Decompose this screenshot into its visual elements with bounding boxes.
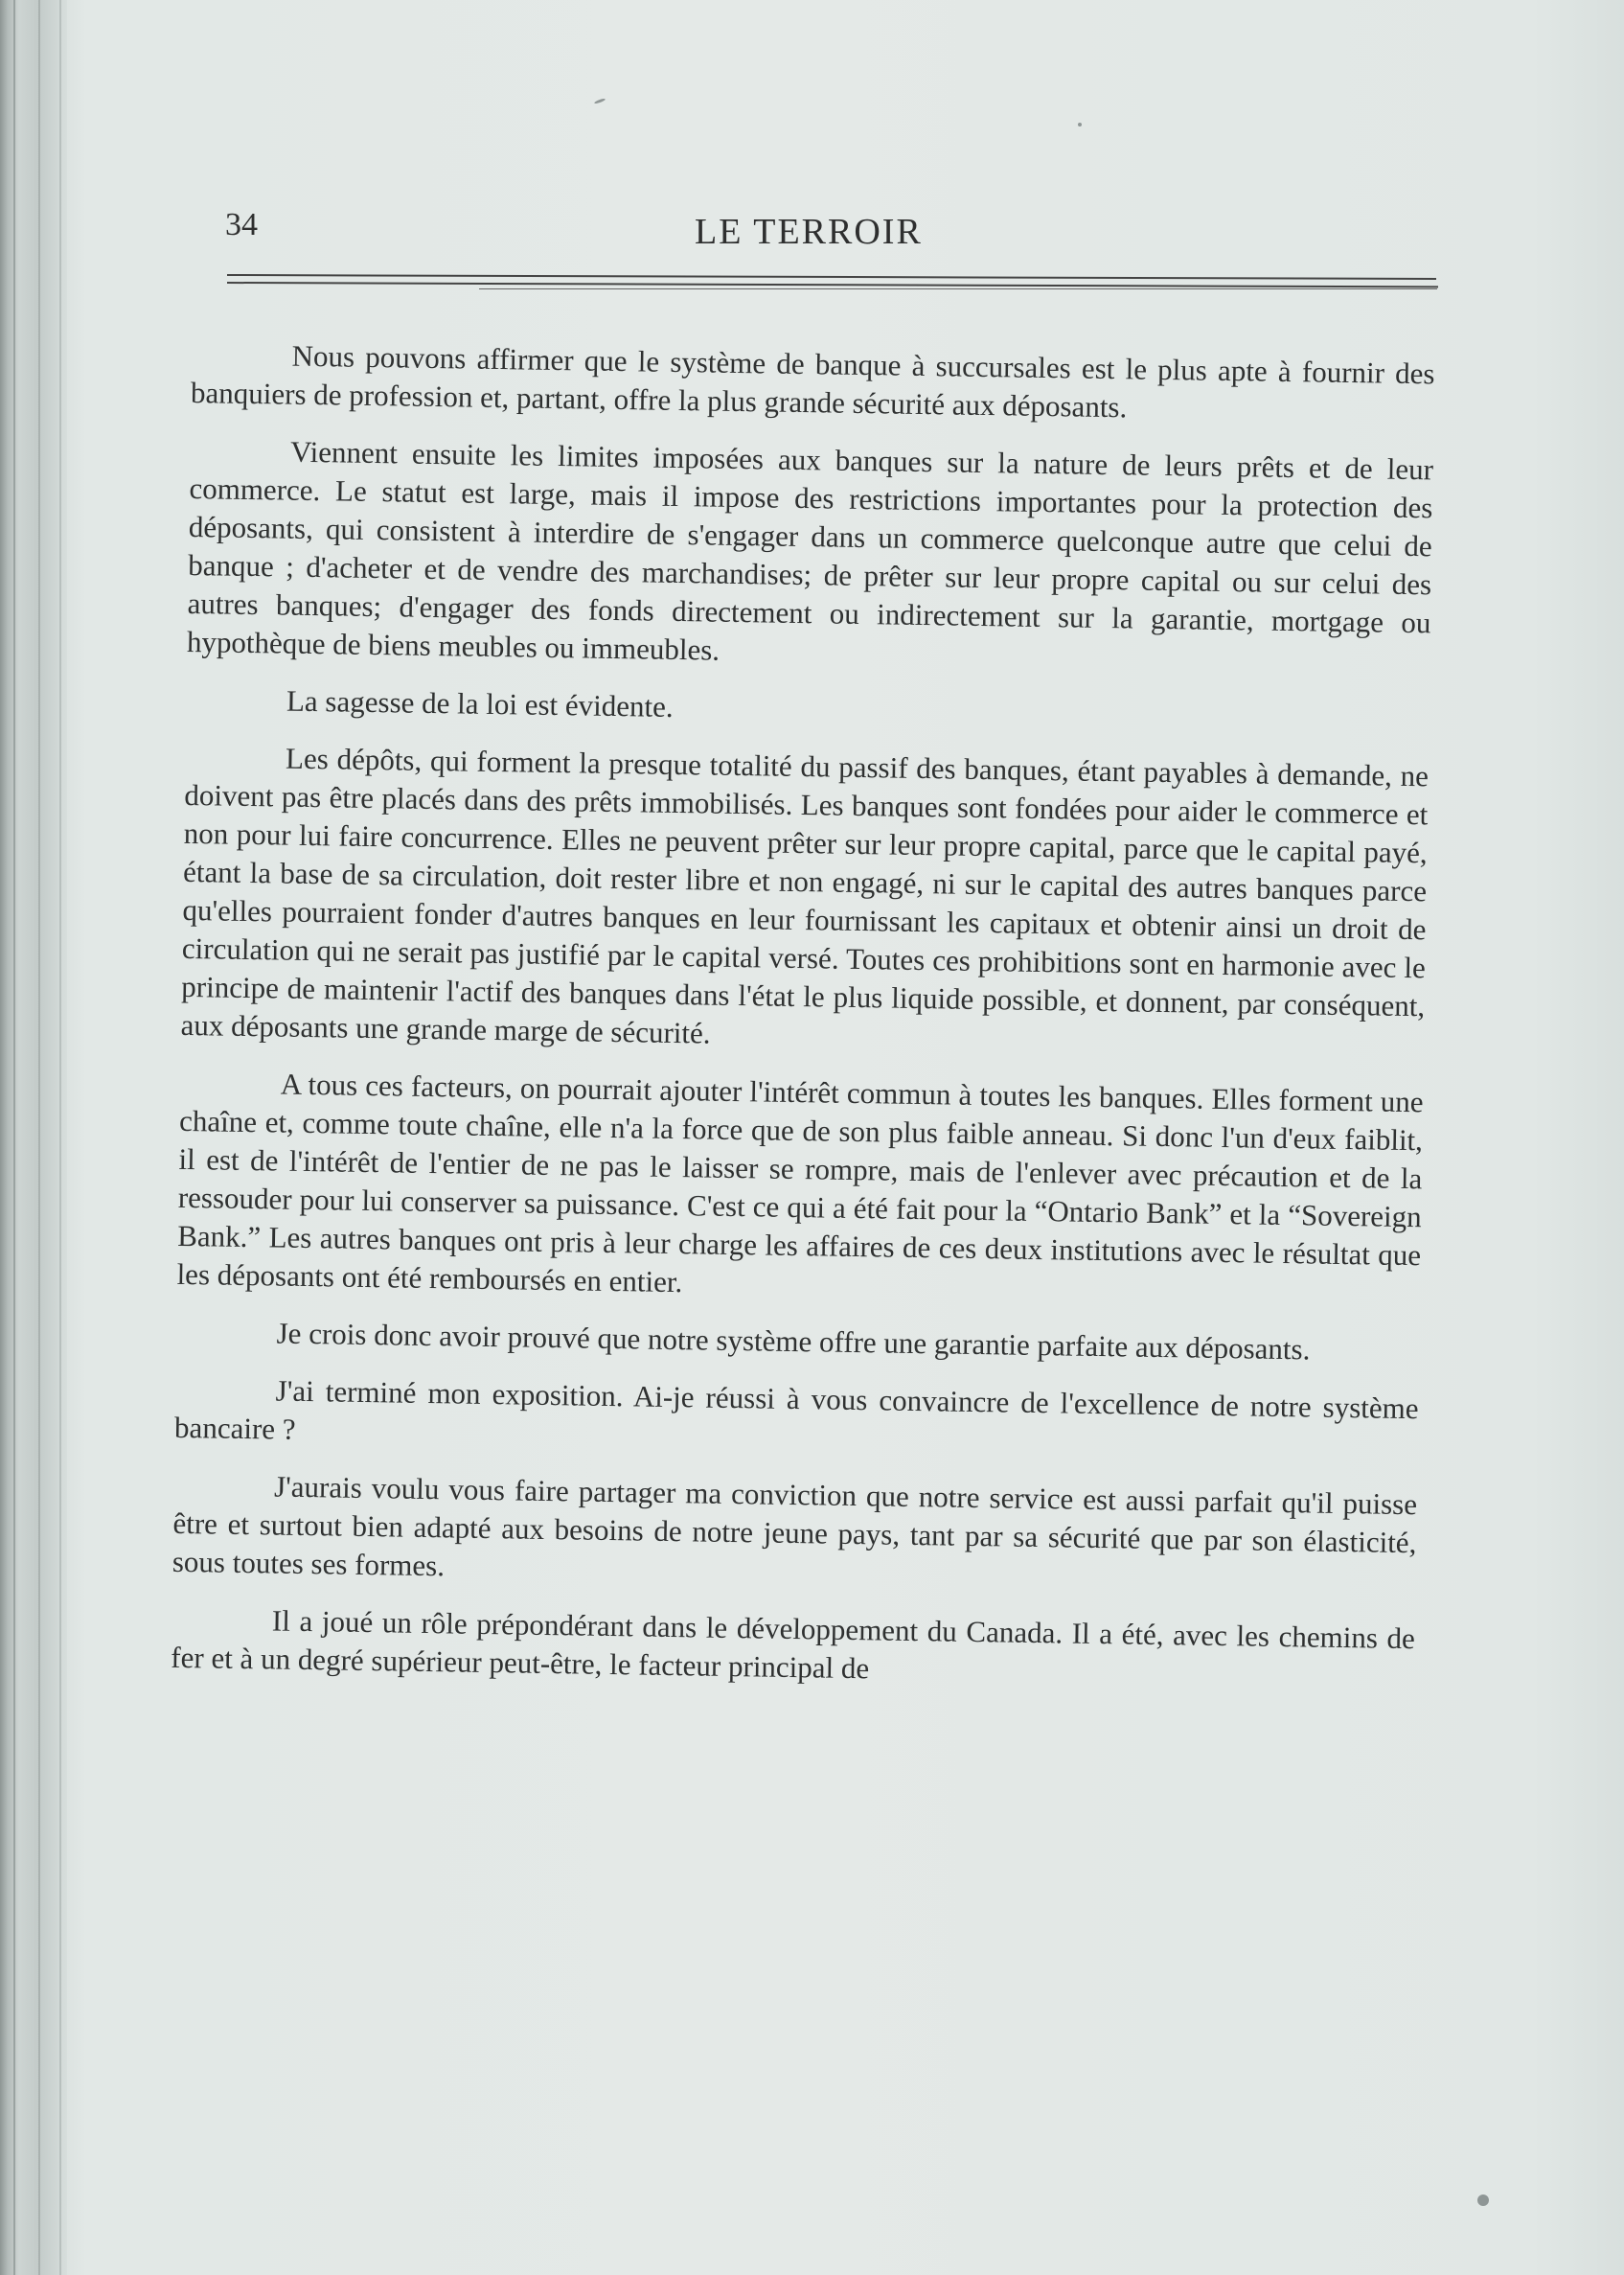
- paper-speck: [594, 98, 606, 104]
- paragraph: Il a joué un rôle prépondérant dans le développement du Canada. Il a été, avec les chemins de fer et à un degré supérieur peut-être, le facteur principal de: [171, 1603, 1416, 1686]
- header-rule: [227, 274, 1436, 280]
- gutter-edge: [38, 0, 40, 2275]
- gutter-edge: [13, 0, 15, 2275]
- paragraph: Les dépôts, qui forment la presque totalité du passif des banques, étant payables à demande, ne doivent pas être placés dans des prêts immobilisés. Les banques sont fondées pour aider le commerce et non pour lui faire concurrence. Elles ne peuvent prêter sur leur propre capital, parce que le capital payé, étant la base de sa circulation, doit rester libre et non engagé, ni sur le capital des autres banques parce qu'elles pourraient fonder d'autres banques en leur fournissant les capitaux et obtenir ainsi un droit de circulation qui ne serait pas justifié par le capital versé. Toutes ces prohibitions sont en harmonie avec le principe de maintenir l'actif des banques dans l'état le plus liquide possible, et donnent, par conséquent, aux déposants une grande marge de sécurité.: [180, 741, 1430, 1050]
- page-number: 34: [225, 207, 258, 242]
- header-rule: [479, 288, 1437, 289]
- paragraph: Je crois donc avoir prouvé que notre système offre une garantie parfaite aux déposants.: [276, 1316, 1311, 1367]
- paragraph: Nous pouvons affirmer que le système de banque à succursales est le plus apte à fournir des banquiers de profession et, partant, offre la plus grande sécurité aux déposants.: [190, 338, 1435, 425]
- binding-gutter: [0, 0, 67, 2275]
- paragraph: J'aurais voulu vous faire partager ma conviction que notre service est aussi parfait qu'il puisse être et surtout bien adapté aux besoins de notre jeune pays, tant par sa sécurité que par son élasticité, sous toutes ses formes.: [172, 1469, 1418, 1583]
- paper-speck: [1078, 123, 1082, 126]
- paragraph: J'ai terminé mon exposition. Ai-je réussi à vous convaincre de l'excellence de notre système bancaire ?: [173, 1373, 1419, 1446]
- journal-title: LE TERROIR: [695, 212, 923, 252]
- running-head: [225, 203, 1442, 261]
- paragraph: A tous ces facteurs, on pourrait ajouter l'intérêt commun à toutes les banques. Elles forment une chaîne et, comme toute chaîne, elle n'a la force que de son plus faible anneau. Si donc l'un d'eux faiblit, il est de l'intérêt de l'entier de ne pas le laisser se rompre, mais de l'enlever avec précaution et de la ressouder pour lui conserver sa puissance. C'est ce qui a été fait pour la “Ontario Bank” et la “Sovereign Bank.” Les autres banques ont pris à leur charge les affaires de ces deux institutions avec le résultat que les déposants ont été remboursés en entier.: [176, 1067, 1424, 1299]
- paper-speck: [1477, 2195, 1489, 2206]
- paragraph: Viennent ensuite les limites imposées aux banques sur la nature de leurs prêts et de leur commerce. Le statut est large, mais il impose des restrictions importantes pour la protection des déposants, qui consistent à interdire de s'engager dans un commerce quelconque autre que celui de banque ; d'acheter et de vendre des marchandises; de prêter sur leur propre capital ou sur celui des autres banques; d'engager des fonds directement ou indirectement sur la garantie, mortgage ou hypothèque de biens meubles ou immeubles.: [186, 434, 1434, 667]
- gutter-edge: [59, 0, 61, 2275]
- paragraph: La sagesse de la loi est évidente.: [286, 683, 674, 724]
- article-body: [171, 335, 1435, 1715]
- header-rule: [227, 282, 1438, 287]
